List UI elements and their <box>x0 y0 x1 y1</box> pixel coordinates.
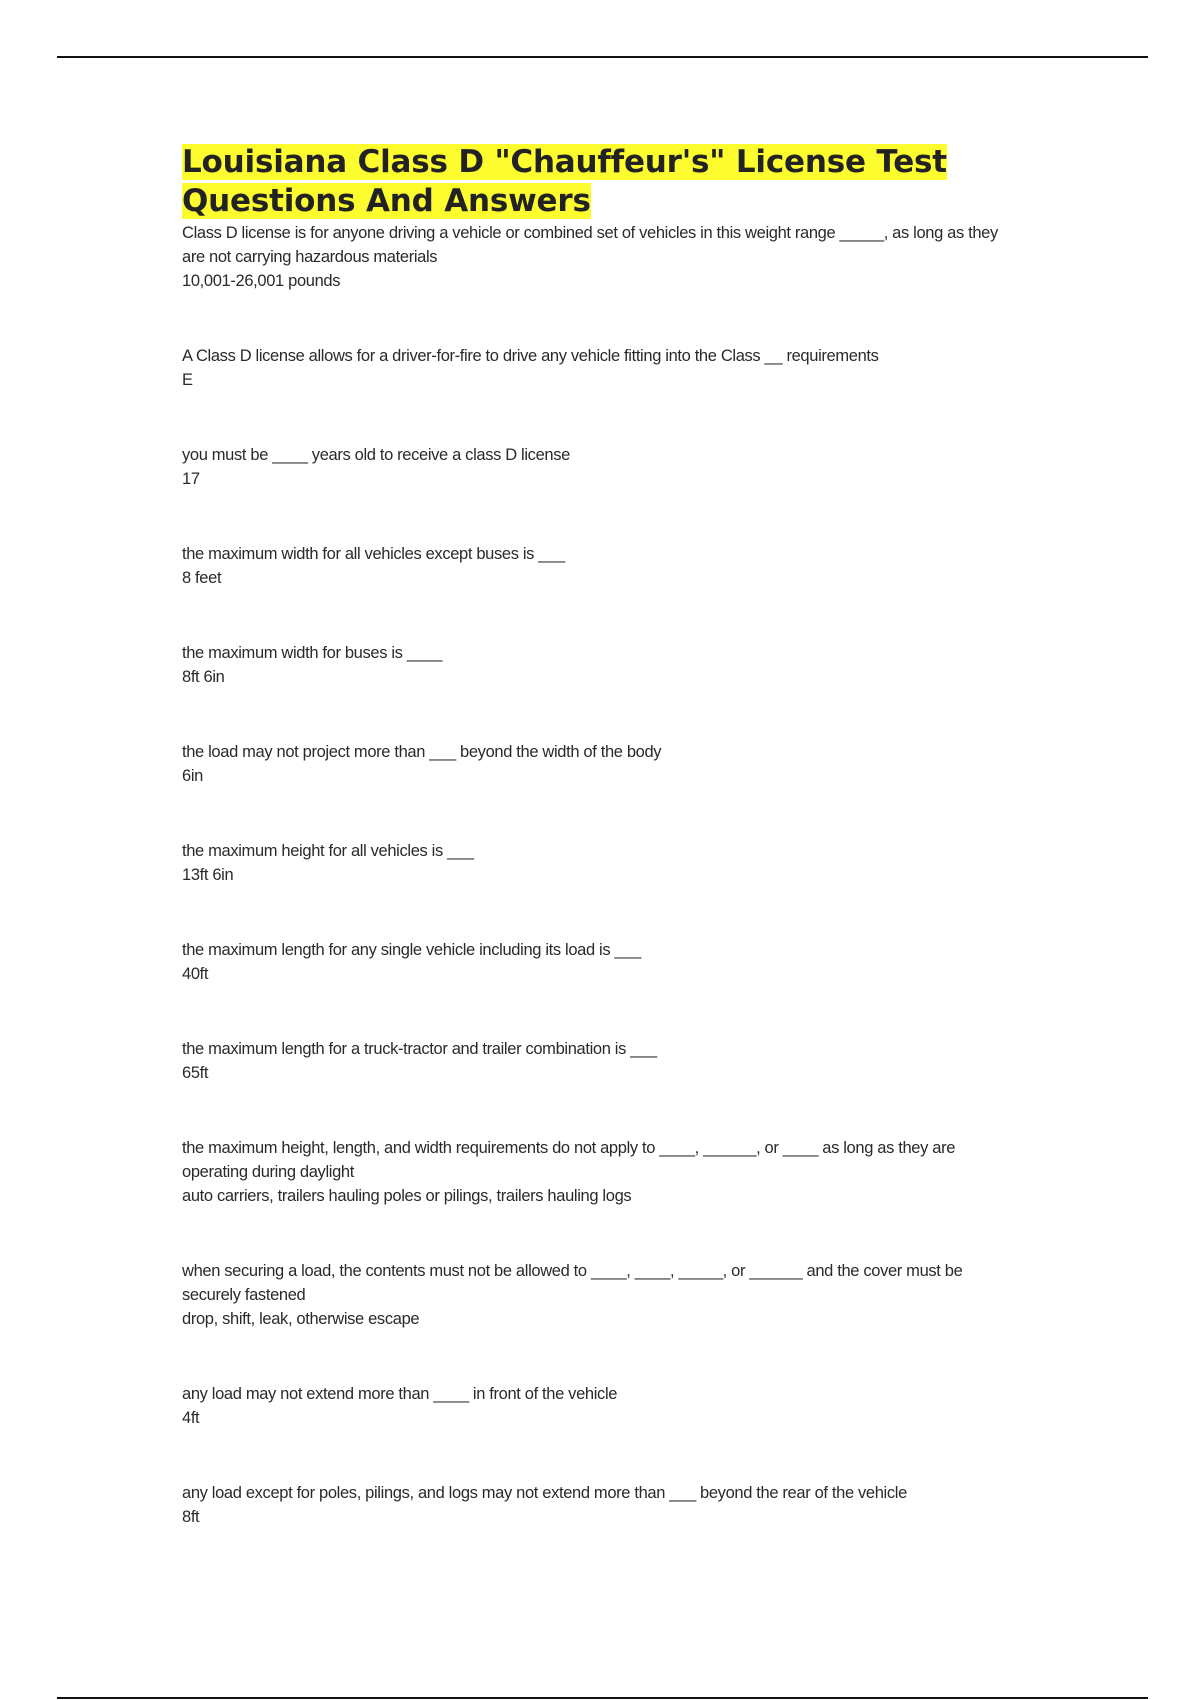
answer-text: E <box>182 371 193 389</box>
question-text: the load may not project more than ___ beyond the width of the body <box>182 743 662 761</box>
qa-item <box>182 1481 1012 1529</box>
footer-rule <box>57 1697 1148 1699</box>
answer-text: 8 feet <box>182 569 222 587</box>
question-text: any load except for poles, pilings, and logs may not extend more than ___ beyond the rear of the vehicle <box>182 1484 907 1502</box>
question-text: A Class D license allows for a driver-for-fire to drive any vehicle fitting into the Class __ requirements <box>182 347 879 365</box>
qa-item <box>182 1259 1012 1331</box>
qa-list <box>182 221 1012 1529</box>
question-text: Class D license is for anyone driving a vehicle or combined set of vehicles in this weight range _____, as long as they are not carrying hazardous materials <box>182 224 998 266</box>
question-text: the maximum height for all vehicles is ___ <box>182 842 474 860</box>
question-text: the maximum length for a truck-tractor and trailer combination is ___ <box>182 1040 657 1058</box>
question-text: the maximum width for buses is ____ <box>182 644 443 662</box>
answer-text: 17 <box>182 470 200 488</box>
answer-text: 10,001-26,001 pounds <box>182 272 341 290</box>
answer-text: 40ft <box>182 965 209 983</box>
title-highlight: Louisiana Class D "Chauffeur's" License Test Questions And Answers <box>182 144 947 219</box>
question-text: when securing a load, the contents must not be allowed to ____, ____, _____, or ______ and the cover must be securely fastened <box>182 1262 963 1304</box>
question-text: the maximum height, length, and width requirements do not apply to ____, ______, or ____ as long as they are operating during daylight <box>182 1139 956 1181</box>
question-text: you must be ____ years old to receive a class D license <box>182 446 570 464</box>
qa-item <box>182 344 1012 392</box>
qa-item <box>182 641 1012 689</box>
answer-text: 8ft <box>182 1508 200 1526</box>
document-body <box>182 143 1012 1580</box>
qa-item <box>182 221 1012 293</box>
header-rule <box>57 56 1148 58</box>
qa-item <box>182 542 1012 590</box>
answer-text: 6in <box>182 767 203 785</box>
answer-text: 8ft 6in <box>182 668 225 686</box>
qa-item <box>182 839 1012 887</box>
qa-item <box>182 1037 1012 1085</box>
answer-text: 4ft <box>182 1409 200 1427</box>
answer-text: 13ft 6in <box>182 866 234 884</box>
qa-item <box>182 938 1012 986</box>
question-text: the maximum width for all vehicles except buses is ___ <box>182 545 565 563</box>
qa-item <box>182 740 1012 788</box>
question-text: the maximum length for any single vehicle including its load is ___ <box>182 941 641 959</box>
page-title <box>182 143 1012 221</box>
answer-text: 65ft <box>182 1064 209 1082</box>
answer-text: auto carriers, trailers hauling poles or pilings, trailers hauling logs <box>182 1187 632 1205</box>
answer-text: drop, shift, leak, otherwise escape <box>182 1310 420 1328</box>
qa-item <box>182 443 1012 491</box>
question-text: any load may not extend more than ____ in front of the vehicle <box>182 1385 618 1403</box>
qa-item <box>182 1136 1012 1208</box>
qa-item <box>182 1382 1012 1430</box>
